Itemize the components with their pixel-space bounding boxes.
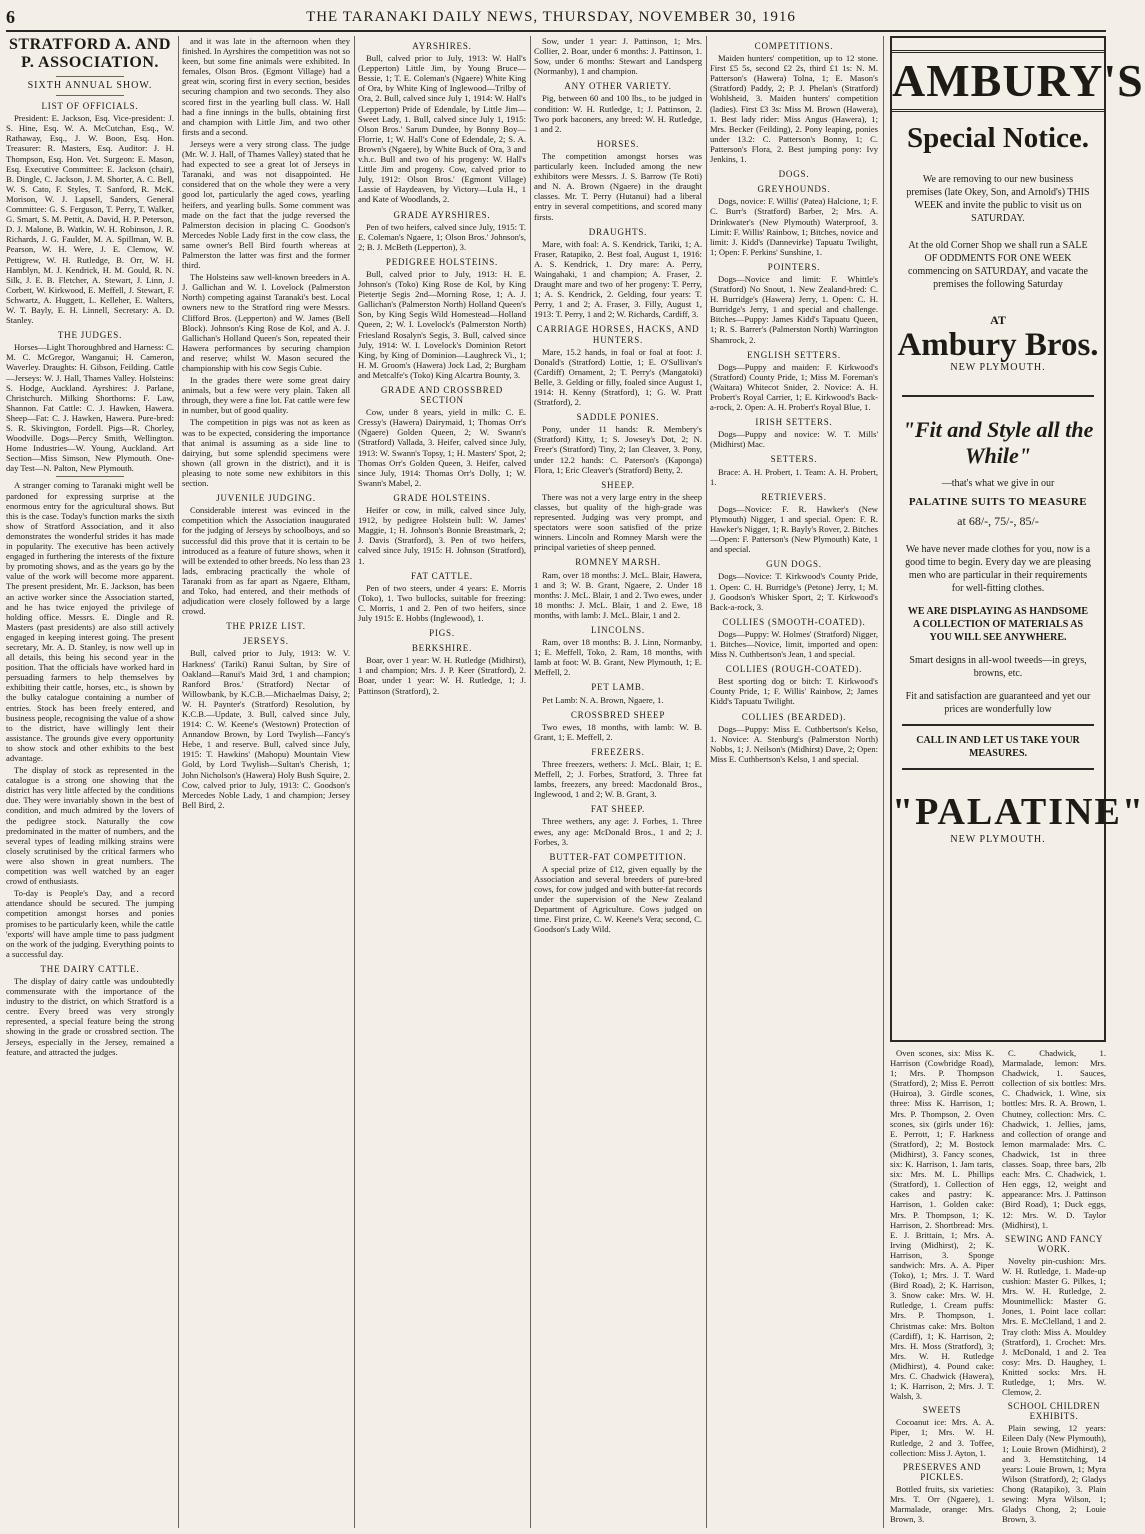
paragraph: Dogs—Novice: F. R. Hawker's (New Plymouth) Nigger, 1 and special. Open: F. R. Hawker's Nigger, 1; R. Bayly's Rover, 2. Bitches—Open: F. Patterson's (New Plymouth) Kate, 1 and special. [710, 503, 878, 555]
column-rule [354, 36, 355, 1528]
ad-call: CALL IN AND LET US TAKE YOUR MEASURES. [916, 735, 1080, 759]
section-heading: ROMNEY MARSH. [575, 557, 661, 568]
section-heading: GRADE HOLSTEINS. [393, 492, 491, 503]
column-rule [530, 36, 531, 1528]
paragraph: The Holsteins saw well-known breeders in A. J. Gallichan and W. I. Lovelock (Palmerston North) competing against Taranaki's best. Local owners new to the Stratford ring were Messrs. Clifford Bros. (Lepperton) and W. James (Bell Block). Johnson's King Rose de Kol, and A. J. Gallichan's Holland Queen's Son, repeated their Hawera performances by securing champion and reserve; whilst W. Mason secured the championship with his cow Segis Cubie. [182, 272, 350, 373]
section-heading: SETTERS. [770, 454, 818, 465]
paragraph: Cow, under 8 years, yield in milk: C. E. Cressy's (Hawera) Dairymaid, 1; Thomas Orr's (Ngaere) Golden Queen, 2; W. Swann's (Stratford) Vallada, 3. Heifer, calved since July, 1913: W. Swann's Topsy, 1; H. Masters' Spot, 2; Thomas Orr's Golden Queen, 3. Heifer, calved since July, 1914: Thomas Orr's Dolly, 1; W. Swann's Mabel, 2. [358, 407, 526, 488]
paragraph: Two ewes, 18 months, with lamb: W. B. Grant, 1; E. Meffell, 2. [534, 721, 702, 742]
section-heading: ANY OTHER VARIETY. [564, 81, 672, 92]
column-3 [358, 36, 526, 1528]
ad-palatine: "PALATINE" [892, 791, 1145, 833]
paragraph: Mare, 15.2 hands, in foal or foal at foot: J. Donald's (Stratford) Lottie, 1; E. O'Sullivan's (Cardiff) Ornament, 2; T. Perry's (Mangatoki) Belle, 3. Gelding or filly, foaled since August 1, 1914: H. Kenny (Stratford), 1; G. W. Pratt (Stratford), 2. [534, 346, 702, 408]
section-heading: SHEEP. [601, 479, 635, 490]
paragraph: Three wethers, any age: J. Forbes, 1. Three ewes, any age: McDonald Bros., 1 and 2; J. Forbes, 3. [534, 816, 702, 847]
paragraph: Novelty pin-cushion: Mrs. W. H. Rutledge, 1. Made-up cushion: Master G. Pilkes, 1; Mrs. W. H. Rutledge, 2. Mountmellick: Master G. Jones, 1. Point lace collar: Mrs. E. McClelland, 1 and 2. Tray cloth: Miss A. Mouldey (Stratford), 1. Crochet: Mrs. J. McDonald, 1 and 2. Tea cosy: Mrs. D. Haughey, 1. Knitted socks: Mrs. H. Rutledge, 1; Mrs. W. Clemow, 2. [1002, 1255, 1106, 1398]
column-1 [6, 36, 174, 1528]
paragraph: Dogs, novice: F. Willis' (Patea) Halcione, 1; F. C. Burr's (Stratford) Barber, 2; Mrs. A. Drinkwater's (New Plymouth) Waterproof, 3. Limit: F. Willis' Rainbow, 1; Bitches, novice and limit: J. Kidd's (Dannevirke) Tapuatu Twilight, 1; Open: F. Perkins' Sunshine, 1. [710, 196, 878, 257]
section-heading: ENGLISH SETTERS. [747, 349, 841, 360]
paragraph: Sow, under 1 year: J. Pattinson, 1; Mrs. Collier, 2. Boar, under 6 months: J. Pattinson, 1. Sow, under 6 months: Stewart and Landsperg (Normanby), 1 and champion. [534, 36, 702, 77]
divider [56, 76, 123, 77]
ad-smart-designs: Smart designs in all-wool tweeds—in greys, browns, etc. [909, 655, 1087, 679]
paragraph: The competition amongst horses was particularly keen. Included among the new exhibitors were Messrs. J. S. Barrow (Te Roti) and N. A. Brown (Ngaere) in the draught classes. Mr. T. Perry (Hutanui) had a liberal entry in several competitions, and scored many firsts. [534, 150, 702, 222]
paragraph: Plain sewing, 12 years: Eileen Daly (New Plymouth), 1; Louie Brown (Midhirst), 2 and 3. Hemstitching, 14 years: Louie Brown, 1; Myra Wilson (Stratford), 2; Gladys Chong (Ratapiko), 3. Plain sewing: Myra Wilson, 1; Gladys Chong, 2; Louie Brown, 3. [1002, 1423, 1106, 1525]
section-heading: SADDLE PONIES. [576, 412, 660, 423]
paragraph: Bottled fruits, six varieties: Mrs. T. Orr (Ngaere), 1. Marmalade, orange: Mrs. Brown, 3. [890, 1483, 994, 1525]
section-heading: DRAUGHTS. [588, 226, 648, 237]
section-heading: RETRIEVERS. [761, 491, 827, 502]
paragraph: A stranger coming to Taranaki might well be pardoned for expressing surprise at the enormous entry for the agricultural shows. But this is the case. Today's function marks the sixth show of Stratford Association, and it also demonstrates the wonderful strides it has made in popularity. The executive has been actively engaged in furthering the interests of the fixture by promoting shows, and as the years go by the value of the work will become more apparent. The present president, Mr. E. Jackson, has been an active worker since the Association started, and he has twice enjoyed the privilege of holding office. Messrs. E. Dingle and R. Masters (past presidents) are also still actively engaged in keeping interest going. The present secretary, Mr. A. D. Stanley, is now well up in all details, this being his second year in the position. That the officials have worked hard in persuading farmers to help themselves by exhibiting their cattle, horses, etc., is shown by the bulky catalogue containing a number of entries. Stock has been freely entered, and business people, recognising the value of a show to the district, have willingly lent their assistance. The grounds give every opportunity to show stock and other exhibits to the best advantage. [6, 480, 174, 763]
article-headline: STRATFORD A. AND P. ASSOCIATION. [9, 36, 171, 71]
ad-town-2: NEW PLYMOUTH. [950, 834, 1046, 845]
ad-satisfaction: Fit and satisfaction are guaranteed and yet our prices are wonderfully low [905, 691, 1091, 715]
section-heading: AYRSHIRES. [412, 41, 472, 51]
section-heading: THE DAIRY CATTLE. [40, 963, 140, 974]
paragraph: Pen of two heifers, calved since July, 1915: T. E. Coleman's Ngaere, 1; Olson Bros.' Johnson's, 2; B. J. McBeth (Lepperton), 3. [358, 221, 526, 252]
section-heading: COLLIES (BEARDED). [741, 711, 847, 722]
paragraph: Ram, over 18 months: J. McL. Blair, Hawera, 1 and 3; W. B. Grant, Ngaere, 2. Under 18 months: J. McL. Blair, 1 and 2. Two ewes, under 18 months: J. McL. Blair, 1 and 2. Ewe, 18 months, with lamb: J. McL. Blair, 1 and 2. [534, 569, 702, 620]
section-heading: CARRIAGE HORSES, HACKS, AND HUNTERS. [536, 324, 700, 345]
ad-shop-name: Ambury Bros. [897, 327, 1099, 363]
paragraph: Dogs—Puppy and novice: W. T. Mills' (Midhirst) Mac. [710, 429, 878, 450]
paragraph: The display of dairy cattle was undoubtedly commensurate with the importance of the industry to the district, on which Stratford is a centre. Every breed was very strongly represented, a special feature being the strong showing in the grade or crossbred section. The Jerseys, especially in the Jersey, remained a feature, and attracted the judges. [6, 975, 174, 1057]
paragraph: C. Chadwick, 1. Marmalade, lemon: Mrs. Chadwick, 1. Sauces, collection of six bottles: Mrs. C. Chadwick, 1. Wine, six bottles: Mrs. R. A. Brown, 1. Chutney, collection: Mrs. C. Chadwick, 1. Jellies, jams, and collection of orange and lemon marmalade: Mrs. C. Chadwick, 1st in three classes. Soap, three bars, 2lb each: Mrs. C. Chadwick, 1. Hen eggs, 12, weight and appearance: Mrs. J. Pattinson (Bird Road), 1; Duck eggs, 12: Mrs. W. D. Taylor (Midhirst), 1. [1002, 1048, 1106, 1230]
section-heading: LIST OF OFFICIALS. [41, 101, 139, 112]
paragraph: Jerseys were a very strong class. The judge (Mr. W. J. Hall, of Thames Valley) stated that he had expected to see a great lot of Jerseys in Taranaki, and was not disappointed. He considered that on the whole they were a very good lot, particularly the aged cows, yearling heifers, and yearling bulls. Some comment was made on the fact that the judge reversed the Palmerston decision in placing C. Goodson's Mercedes Noble Lady first in the cow class, the same owner's Bell Bird fourth whereas at Palmerston the latter was first and the former third. [182, 138, 350, 271]
section-heading: THE PRIZE LIST. [226, 621, 306, 632]
paragraph: Pony, under 11 hands: R. Membery's (Stratford) Kitty, 1; S. Jowsey's Dot, 2; N. Freer's (Stratford) Tiny, 2; Ian Cleaver, 3. Pony, under 12.2 hands: C. Paterson's (Kaponga) Flora, 1; Eric Cleaver's (Stratford) Betty, 2. [534, 424, 702, 475]
section-heading: FAT CATTLE. [411, 570, 473, 581]
ad-fit-slogan: "Fit and Style all the While" [902, 417, 1094, 468]
paragraph: Three freezers, wethers: J. McL. Blair, 1; E. Meffell, 2; J. Forbes, Stratford, 3. Three fat lambs, freezers, any breed: Macdonald Bros., Inglewood, 1 and 2; W. B. Grant, 3. [534, 759, 702, 800]
section-heading: GREYHOUNDS. [757, 184, 831, 195]
ad-display: WE ARE DISPLAYING AS HANDSOME A COLLECTION OF MATERIALS AS YOU WILL SEE ANYWHERE. [907, 606, 1089, 643]
paragraph: Oven scones, six: Miss K. Harrison (Cowbridge Road), 1; Mrs. P. Thompson (Stratford), 2; Miss E. Perrott (Huiroa), 3. Girdle scones, three: Miss K. Harrison, 1; Mrs. P. Thompson, 2. Oven scones, six (girls under 16): E. Perrott, 1; F. Harkness (Stratford), 2; M. Bostock (Midhirst), 3. Fancy scones, six: K. Harrison, 1. Jam tarts, six: Mrs. M. L. Phillips (Stratford), 1. Collection of cakes and pastry: K. Harrison, 1. Golden cake: Mrs. P. Thompson, 1; K. Harrison, 2. Shortbread: Mrs. E. J. Brittain, 1; Mrs. A. Irving (Midhirst), 2; K. Harrison, 3. Sponge sandwich: Mrs. A. A. Piper (Toko), 1; Mrs. J. T. Ward (Bird Road), 2; K. Harrison, 3. Snow cake: Mrs. W. H. Rutledge, 1. Cream puffs: Mrs. P. Thompson, 1. Christmas cake: Mrs. Bolton (Cardiff), 1; K. Harrison, 2; Mrs. H. Moss (Stratford), 3; Mrs. W. H. Rutledge (Midhirst), 4. Pound cake: Mrs. C. Chadwick (Hawera), 1; K. Harrison, 2; Mrs. J. T. Walsh, 3. [890, 1048, 994, 1402]
ad-brand: AMBURY'S [892, 50, 1104, 112]
ad-price: at 68/-, 75/-, 85/- [957, 514, 1039, 528]
paragraph: President: E. Jackson, Esq. Vice-president: J. S. Hine, Esq. W. A. McCutchan, Esq., W. Rathaway, Esq., J. W. Boon, Esq. Hon. Treasurer: R. Masters, Esq. Auditor: J. H. Thompson, Esq. Hon. Vet. Surgeon: E. Mason, Esq. Executive Committee: E. Jackson (chair), B. Dingle, C. Jackson, J. M. Shorter, A. C. Bell, W. S. Cato, F. Styles, T. Sanford, R. McK. Morison, W. J. Lapsell, Sanders, General Committee: G. S. Ferguson, T. Perry, T. Walker, G. Smart, S. M. Pettit, A. David, H. P. Peterson, D. J. Malone, B. Watkin, W. H. Robinson, J. R. Richards, J. G. Faulder, M. A. Spillman, W. B. Pearson, W. H. Were, J. E. Clemow, W. Pettigrew, W. H. Rutledge, B. Orr, W. H. Hamblyn, M. J. Kendrick, H. M. Gould, R. N. Silk, J. E. B. Fletcher, A. Stewart, J. Linn, J. Corbett, W. Kirkwood, E. Meffell, J. Stewart, F. Schwartz, A. Huggett, L. Kelleher, E. Walters, W. T. Bayly, E. H. Linnell, Secretary: A. D. Stanley. [6, 113, 174, 326]
section-heading: BUTTER-FAT COMPETITION. [549, 851, 687, 862]
section-heading: COLLIES (SMOOTH-COATED). [722, 616, 866, 627]
paragraph: There was not a very large entry in the sheep classes, but quality of the high-grade was represented. Judging was very prompt, and spectators were soon satisfied of the prize winners. Lincoln and Romney Marsh were the principal varieties of sheep penned. [534, 491, 702, 553]
section-heading: SCHOOL CHILDREN EXHIBITS. [1007, 1401, 1101, 1422]
paragraph: Cocoanut ice: Mrs. A. A. Piper, 1; Mrs. W. H. Rutledge, 2 and 3. Toffee, collection: Miss J. Ayton, 1. [890, 1417, 994, 1458]
paragraph: Bull, calved prior to July, 1913: W. Hall's (Lepperton) Little Jim, by Young Bruce—Bessie, 1; T. E. Coleman's (Ngaere) White King of Ora, by White King of Inglewood—Trilby of Ora, 2. Bull, calved since July 1, 1914: W. Hall's (Lepperton) Pride of Edendale, by Little Jim—Sweet Lady, 1. Bull, calved since July 1, 1915: Olson Bros.' Sarum Dundee, by Bonny Boy—Florrie, 1; W. Hall's Cone of Edendale, 2; S. A. Brown's (Ngaere), by White Buck of Ora, 3 and v.h.c. Bull and two of his progeny: W. Hall's Little Jim and progeny. Cow, calved prior to July, 1912: Olson Bros.' (Egmont Village) Lassie of Haydeaven, by Victory—Lula H., 1 and Kate of Woodlands, 2. [358, 53, 526, 205]
section-heading: JERSEYS. [243, 636, 289, 647]
article-subhead: SIXTH ANNUAL SHOW. [27, 80, 153, 91]
masthead [6, 4, 1106, 32]
ad-separator [902, 395, 1094, 397]
paragraph: The display of stock as represented in the catalogue is a strong one showing that the district has very little affected by the conditions due. They were invariably shown in the best of condition, and much admired by the lovers of the pedigree stock. Naturally the cow predominated in the matter of numbers, and the several types of leading milking strains were closely scrutinised by the critical farmers who were also shown in great numbers. The competition was well watched by an eager crowd of enthusiasts. [6, 765, 174, 887]
ad-body: We are removing to our new business premises (late Okey, Son, and Arnold's) THIS WEEK and invite the public to visit us on SATURDAY. [906, 174, 1090, 224]
section-heading: PEDIGREE HOLSTEINS. [385, 256, 499, 267]
paragraph: Best sporting dog or bitch: T. Kirkwood's County Pride, 1; F. Willis' Rainbow, 2; James Kidd's Tapuatu Twilight. [710, 676, 878, 707]
paragraph: Maiden hunters' competition, up to 12 stone. First £5 5s, second £2 2s, third £1 1s: N. M. Patterson's (Hawera) Tolna, 1; E. Mason's (Stratford) Paddy, 2; P. J. Phelan's (Stratford) Wohlsheid, 3. Maiden hunters' competition (ladies). First £3 3s: Miss M. Brown (Hawera), 1. Best lady rider: Miss Angus (Hawera), 1; Mrs. Becker (Feilding), 2. Pony leaping, ponies under 13.2: C. Patterson's Bonny, 1; C. Patterson's Flora, 2. Best jumping pony: Ivy Jenkins, 1. [710, 53, 878, 165]
ad-sale-text: At the old Corner Shop we shall run a SALE OF ODDMENTS FOR ONE WEEK commencing on SATURDAY, and vacate the premises the following Saturday [908, 240, 1088, 290]
column-rule [178, 36, 179, 1528]
paragraph: Bull, calved prior to July, 1913: H. E. Johnson's (Toko) King Rose de Kol, by King Pietertje Segis 2nd—Morning Rose, 1; A. J. Gallichan's (Palmerston North) Holland Queen's Son, by King Segis Wild Homestead—Holland Queen, 2; W. I. Lovelock's (Palmerston North) Friesland Rosalyn's Segis, 3. Bull, calved since July, 1914: W. I. Lovelock's Dominion Retort King, by King of Dominion—Laughreck Vi., 1; H. M. Groom's (Hawera) Jock Lad, 2; Burgham and Metcalfe's (Toko) King Alcartra Bounty, 3. [358, 268, 526, 380]
section-heading: PRESERVES AND PICKLES. [902, 1461, 982, 1482]
home-industries-results [890, 1048, 1106, 1528]
divider [56, 95, 123, 96]
section-heading: PIGS. [429, 628, 455, 639]
ad-separator [902, 724, 1094, 726]
ad-town: NEW PLYMOUTH. [950, 362, 1046, 373]
paragraph: Brace: A. H. Probert, 1. Team: A. H. Probert, 1. [710, 466, 878, 487]
column-2 [182, 36, 350, 1528]
section-heading: COLLIES (ROUGH-COATED). [725, 664, 863, 675]
section-heading: IRISH SETTERS. [755, 417, 833, 428]
paragraph: Mare, with foal: A. S. Kendrick, Tariki, 1; A. Fraser, Ratapiko, 2. Best foal, August 1, 1916: A. S. Kendrick, 1. Dry mare: A. Perry, Waingahaki, 1 and champion; A. Fraser, 2. Draught mare and two of her progeny: T. Perry, 1; A. S. Kendrick, 2. Gelding, four years: T. Perry, 1 and 2; A. Fraser, 3. Filly, August 1, 1913: T. Perry, 1 and 2; W. Richards, Cardiff, 3. [534, 238, 702, 320]
paragraph: Pet Lamb: N. A. Brown, Ngaere, 1. [542, 694, 664, 705]
paragraph: Pen of two steers, under 4 years: E. Morris (Toko), 1. Two bullocks, suitable for freezing: C. Morris, 1 and 2. Pen of two heifers, since July 1915: E. Hobbs (Inglewood), 1. [358, 582, 526, 623]
paragraph: Pig, between 60 and 100 lbs., to be judged in condition: W. H. Rutledge, 1; J. Pattinson, 2. Two pork baconers, any breed: W. H. Rutledge, 1 and 2. [534, 93, 702, 134]
section-heading: BERKSHIRE. [411, 643, 473, 654]
paragraph: Boar, over 1 year: W. H. Rutledge (Midhirst), 1 and champion; Mrs. J. P. Keer (Stratford), 2. Boar, under 1 year: W. H. Rutledge, 1; J. Pattinson (Stratford), 2. [358, 655, 526, 696]
section-heading: SEWING AND FANCY WORK. [1005, 1233, 1103, 1254]
newspaper-title: THE TARANAKI DAILY NEWS, THURSDAY, NOVEMBER 30, 1916 [306, 8, 796, 25]
paragraph: Dogs—Puppy and maiden: F. Kirkwood's (Stratford) County Pride, 1; Miss M. Foreman's (Waitara) Whitecot Snider, 2. Novice: A. H. Probert's Royal Carrier, 1; E. Kirkwood's Back-a-rock, 2. Open: A. H. Probert's Royal Blue, 1. [710, 361, 878, 413]
section-heading: FAT SHEEP. [590, 804, 646, 815]
ad-body-2: We have never made clothes for you, now is a good time to begin. Every day we are pleasing men who are particular in their requirements for well-fitting clothes. [905, 544, 1091, 594]
paragraph: Ram, over 18 months: B. J. Linn, Normanby, 1; E. Meffell, Toko, 2. Ram, 18 months, with lamb at foot: W. B. Grant, New Plymouth, 1; E. Meffell, 2. [534, 637, 702, 678]
section-heading: FREEZERS. [591, 746, 645, 757]
paragraph: Heifer or cow, in milk, calved since July, 1912, by pedigree Holstein bull: W. James' Maggie, 1; H. Johnson's Bonnie Breastmark, 2; J. Davis (Stratford), 3. Pen of two heifers, calved since July, 1915: H. Johnson (Stratford), 1. [358, 505, 526, 566]
ambury-advertisement [890, 36, 1145, 1042]
results-right [1002, 1048, 1106, 1528]
paragraph: Considerable interest was evinced in the competition which the Association inaugurated for the judging of Jerseys by schoolboys, and so successful did this prove that it is certain to be introduced as a feature of future shows, when it will be extended to other breeds. No less than 23 lads, embracing practically the whole of Taranaki from as far apart as Ngaere, Eltham, and Toko, had entered, and their methods of adjudication were closely followed by a large crowd. [182, 505, 350, 617]
paragraph: To-day is People's Day, and a record attendance should be secured. The jumping competition amongst horses and ponies promises to be particularly keen, while the cattle 'exports' will have ample time to pass judgment on the work of the judging. Everything points to a successful day. [6, 888, 174, 959]
section-heading: PET LAMB. [591, 682, 645, 693]
page-number: 6 [6, 6, 16, 27]
section-heading: GUN DOGS. [766, 559, 822, 570]
paragraph: Dogs—Puppy: W. Holmes' (Stratford) Nigger, 1. Bitches—Novice, limit, imported and open: Miss N. Cuthbertson's Jean, 1 and special. [710, 628, 878, 660]
ad-suits: PALATINE SUITS TO MEASURE [908, 496, 1088, 508]
section-heading: POINTERS. [767, 261, 821, 272]
section-heading: HORSES. [596, 138, 640, 149]
divider [56, 476, 123, 477]
paragraph: A special prize of £12, given equally by the Association and several breeders of pure-bred cows, for cow judged and with butter-fat records under the supervision of the New Zealand Department of Agriculture. Cows judged on time. First prize, C. W. Keene's Vera; second, C. Goodson's Lady Wild. [534, 863, 702, 935]
section-heading: JUVENILE JUDGING. [216, 493, 316, 504]
section-heading: COMPETITIONS. [754, 41, 834, 51]
column-4 [534, 36, 702, 1528]
paragraph: Dogs—Novice: T. Kirkwood's County Pride, 1. Open: C. H. Burridge's (Petone) Jerry, 1; M. J. Goodson's Whisker Sport, 2; T. Kirkwood's Back-a-rock, 3. [710, 571, 878, 612]
ad-separator [902, 768, 1094, 770]
paragraph: and it was late in the afternoon when they finished. In Ayrshires the competition was not so keen, but some fine animals were exhibited. In females, Olson Bros. (Egmont Village) had a great win, scoring first in every section, besides securing champion and two seconds. They also scored first in the yearling bull class. W. Hall had a fine innings in the bulls, obtaining first and champion with Little Jim, and two other firsts and a second. [182, 36, 350, 137]
ad-at: AT [990, 313, 1006, 327]
ad-special-notice: Special Notice. [906, 122, 1089, 154]
column-rule [706, 36, 707, 1528]
section-heading: CROSSBRED SHEEP [570, 709, 666, 720]
section-heading: GRADE AND CROSSBRED SECTION [380, 385, 504, 406]
column-5 [710, 36, 878, 1528]
section-heading: THE JUDGES. [57, 330, 123, 341]
paragraph: In the grades there were some great dairy animals, but a few were very plain. Taken all through, they were a fine lot. Fat cattle were few in number, but of good quality. [182, 375, 350, 416]
paragraph: Dogs—Puppy: Miss E. Cuthbertson's Kelso, 1. Novice: A. Stenburg's (Palmerston North) Nobbs, 1; J. Neilson's (Midhirst) Dave, 2; Open: Miss E. Cuthbertson's Kelso, 1 and special. [710, 723, 878, 764]
column-rule [883, 36, 884, 1528]
paragraph: Horses—Light Thoroughbred and Harness: C. M. C. McGregor, Wanganui; H. Cameron, Waverley. Draughts: H. Gibson, Feilding. Cattle—Jerseys: W. J. Hall, Thames Valley. Holsteins: S. Hodge, Auckland. Ayrshires: J. Parlane, Christchurch. Milking Shorthorns: F. Law, Shannon. Fat Cattle: C. J. Hawken, Hawera. Sheep—Fat: C. J. Hawken, Hawera. Pure-bred: S. R. Skivington, Fordell. Pigs—R. Chorley, Woodville. Dogs—Percy Smith, Wellington. Home Industries—W. Young, Auckland. Art Section—Miss Simson, New Plymouth. One-day Test—N. Palton, New Plymouth. [6, 342, 174, 474]
paragraph: The competition in pigs was not as keen as was to be expected, considering the importance that animal is assuming as a side line to dairying, but some splendid specimens were shown (all grown in the district), and it is pleasing to note some new exhibitors in this section. [182, 417, 350, 489]
section-heading: SWEETS [922, 1405, 962, 1416]
results-left [890, 1048, 994, 1528]
paragraph: Bull, calved prior to July, 1913: W. V. Harkness' (Tariki) Ranui Sultan, by Sire of Oakland—Ranui's Maid 3rd, 1 and champion; Ranford Bros.' (Stratford) Nectar of Willowbank, by K.C.B.—Michaelmas Daisy, 2; W. H. Paynter's (Stratford) Resolution, by K.C.B.—Update, 3. Bull, calved since July, 1914: C. W. Keene's (Westown) Protection of Annandow Brown, by Lord Twylish—Fancy's Hebe, 1 and reserve. Bull, calved since July, 1915: T. Hawkins' (Mahopu) Mountain View Gold, by Lord Twylish—Sultan's Cherish, 1; John Nicholson's (Hawera) Holy Bush Squire, 2. Cow, calved prior to July, 1913: C. Goodson's Mercedes Noble Lady, 1 and champion; Jersey Bell Bird, 2. [182, 648, 350, 810]
section-heading: GRADE AYRSHIRES. [393, 209, 491, 220]
ad-that-text: —that's what we give in our [941, 478, 1055, 489]
section-heading: DOGS. [778, 169, 810, 180]
paragraph: Dogs—Novice and limit: F. Whittle's (Stratford) No Snout, 1. New Zealand-bred: C. H. Burridge's (Hawera) Jerry, 1. Open: C. H. Burridge's Jerry, 1 and special and challenge. Bitches—Puppy: James Kidd's Tapuatu Queen, 1; R. S. Barrer's (Palmerston North) Warrington Shamrock, 2. [710, 273, 878, 345]
section-heading: LINCOLNS. [591, 624, 645, 635]
